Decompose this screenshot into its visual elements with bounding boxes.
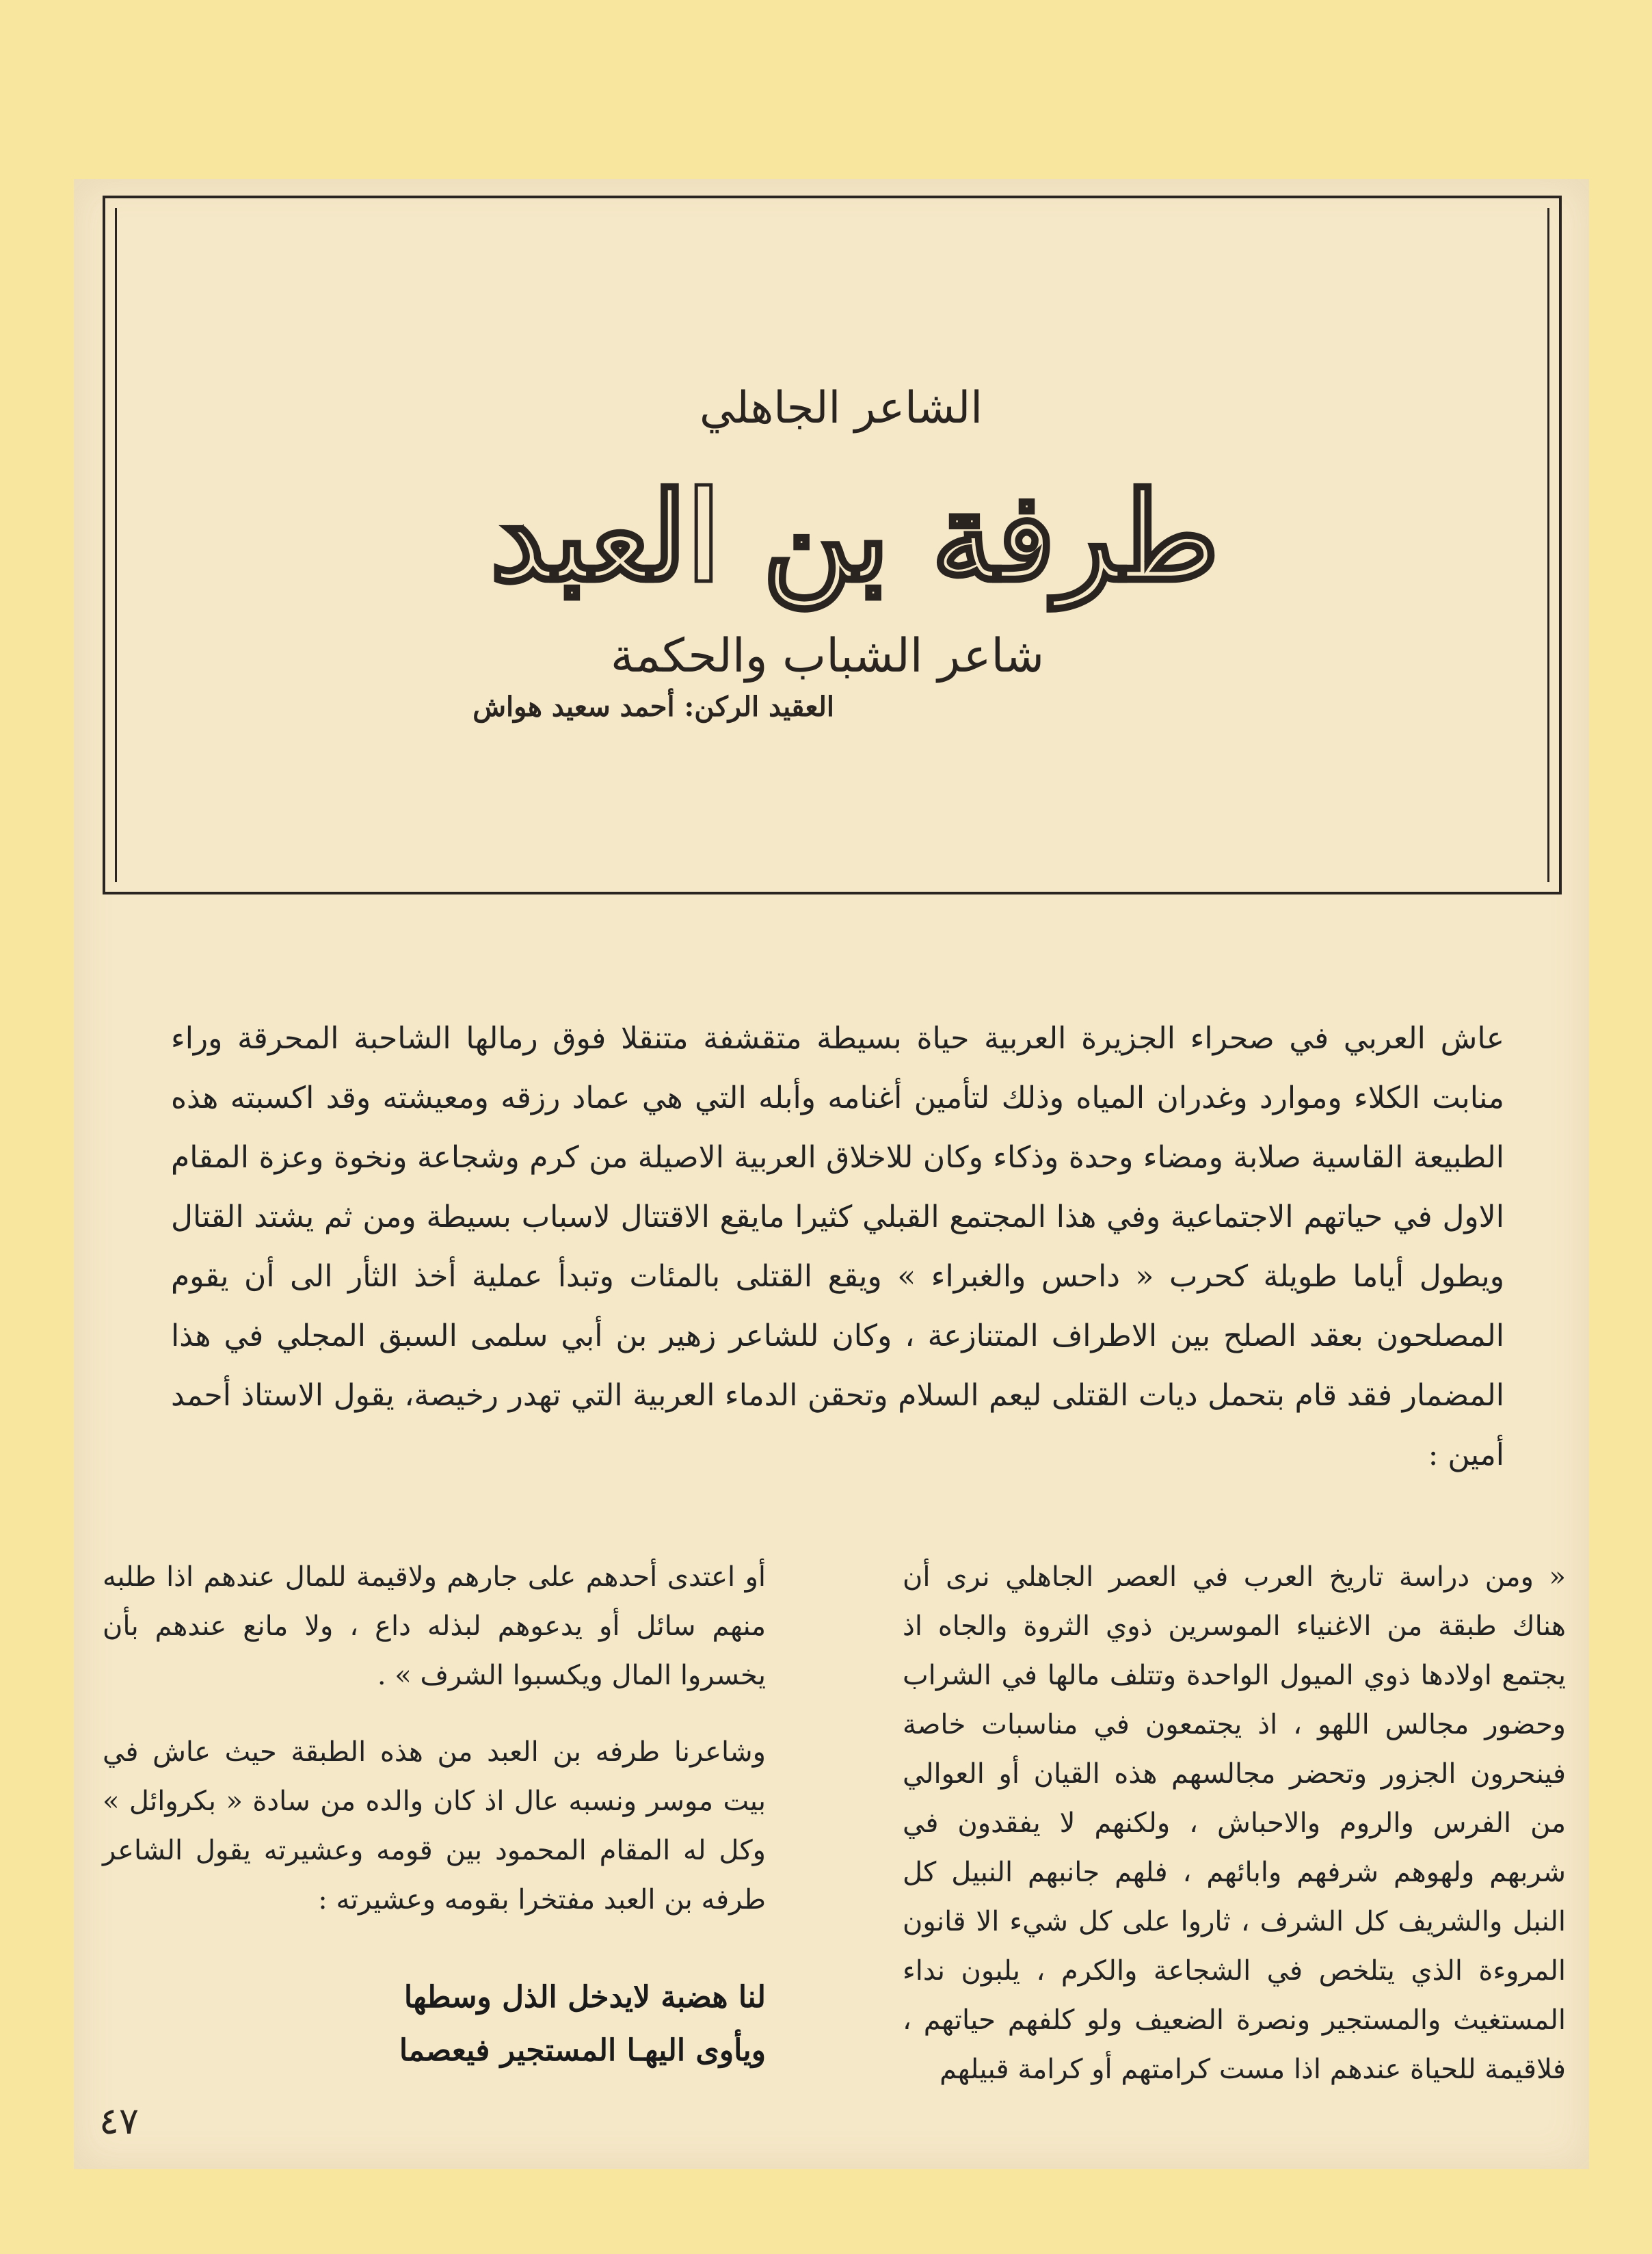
author-byline: العقيد الركن: أحمد سعيد هواش (472, 691, 834, 723)
verse-line-1: لنا هضبة لايدخل الذل وسطها (403, 1980, 766, 2015)
article-title: طرفة بن العبد (490, 465, 1220, 608)
poem-verses (103, 1971, 766, 2078)
left-column-paragraph-2: وشاعرنا طرفه بن العبد من هذه الطبقة حيث عاش في بيت موسر ونسبه عال اذ كان والده من سادة « بكروائل » وكل له المقام المحمود بين قومه وعشيرته يقول الشاعر طرفه بن العبد مفتخرا بقومه وعشيرته : (103, 1736, 767, 1915)
intro-paragraph (171, 1009, 1504, 1485)
right-column (903, 1552, 1566, 2094)
page-number: ٤٧ (99, 2099, 139, 2143)
article-supertitle: الشاعر الجاهلي (699, 383, 983, 434)
right-column-text: « ومن دراسة تاريخ العرب في العصر الجاهلي نرى أن هناك طبقة من الاغنياء الموسرين ذوي الثروة والجاه اذ يجتمع اولادها ذوي الميول الواحدة وتتلف مالها في الشراب وحضور مجالس اللهو ، اذ يجتمعون في مناسبات خاصة فينحرون الجزور وتحضر مجالسهم هذه القيان أو العوالي من الفرس والروم والاحباش ، ولكنهم لا يفقدون في شربهم ولهوهم شرفهم وابائهم ، فلهم جانبهم النبيل كل النبل والشريف كل الشرف ، ثاروا على كل شيء الا قانون المروءة الذي يتلخص في الشجاعة والكرم ، يلبون نداء المستغيث والمستجير ونصرة الضعيف ولو كلفهم حياتهم ، فلاقيمة للحياة عندهم اذا مست كرامتهم أو كرامة قبيلهم (903, 1561, 1567, 2085)
verse-line-2: ويأوى اليهـا المستجير فيعصما (399, 2033, 766, 2068)
left-column (103, 1552, 766, 1924)
left-column-paragraph-1: أو اعتدى أحدهم على جارهم ولاقيمة للمال عندهم اذا طلبه منهم سائل أو يدعوهم لبذله داع ، ولا مانع عندهم بأن يخسروا المال ويكسبوا الشرف » . (103, 1561, 766, 1691)
intro-text: عاش العربي في صحراء الجزيرة العربية حياة بسيطة متقشفة متنقلا فوق رمالها الشاحبة المحرقة وراء منابت الكلاء وموارد وغدران المياه وذلك لتأمين أغنامه وأبله التي هي عماد رزقه ومعيشته وقد اكسبته هذه الطبيعة القاسية صلابة ومضاء وحدة وذكاء وكان للاخلاق العربية الاصيلة من كرم وشجاعة ونخوة وعزة المقام الاول في حياتهم الاجتماعية وفي هذا المجتمع القبلي كثيرا مايقع الاقتتال لاسباب بسيطة ومن ثم يشتد القتال ويطول أياما طويلة كحرب « داحس والغبراء » ويقع القتلى بالمئات وتبدأ عملية أخذ الثأر الى أن يقوم المصلحون بعقد الصلح بين الاطراف المتنازعة ، وكان للشاعر زهير بن أبي سلمى السبق المجلي في هذا المضمار فقد قام بتحمل ديات القتلى ليعم السلام وتحقن الدماء العربية التي تهدر رخيصة، يقول الاستاذ أحمد أمين : (171, 1021, 1504, 1472)
article-subtitle: شاعر الشباب والحكمة (610, 629, 1045, 683)
